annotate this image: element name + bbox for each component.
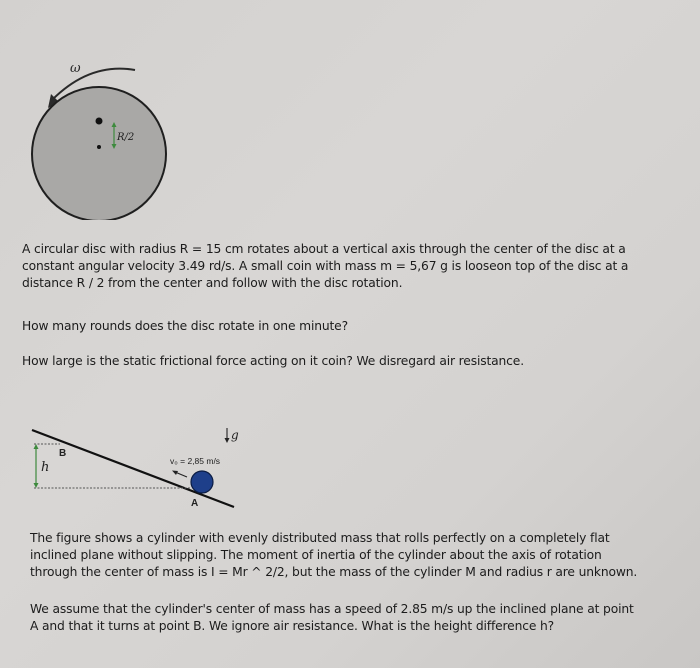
- question2-text: How large is the static frictional force acting on it coin? We disregard air resistance.: [22, 354, 524, 368]
- center-dot: [97, 145, 101, 149]
- problem1-line-2: constant angular velocity 3.49 rd/s. A small coin with mass m = 5,67 g is looseon top of the disc at a: [22, 259, 629, 273]
- problem2-q-line-2: A and that it turns at point B. We ignore air resistance. What is the height difference h?: [30, 619, 555, 633]
- v0-label: v₀ = 2,85 m/s: [170, 456, 221, 466]
- incline-figure: [20, 420, 260, 510]
- problem1-text: [22, 241, 628, 292]
- incline-plane: [32, 430, 234, 507]
- point-a-label: A: [191, 498, 199, 509]
- problem1-line-1: A circular disc with radius R = 15 cm rotates about a vertical axis through the center of the disc at a: [22, 242, 626, 256]
- problem2-line-3: through the center of mass is I = Mr ^ 2/2, but the mass of the cylinder M and radius r are unknown.: [30, 565, 638, 579]
- disc-figure: [20, 50, 180, 220]
- point-b-label: B: [59, 448, 67, 459]
- problem2-line-2: inclined plane without slipping. The moment of inertia of the cylinder about the axis of rotation: [30, 548, 602, 562]
- g-label: g: [231, 428, 239, 442]
- problem2-line-1: The figure shows a cylinder with evenly distributed mass that rolls perfectly on a completely flat: [30, 531, 610, 545]
- r-half-label: R/2: [117, 132, 135, 143]
- problem2-question: [30, 601, 634, 635]
- problem2-text: [30, 530, 637, 581]
- disc: [32, 87, 166, 220]
- problem2-q-line-1: We assume that the cylinder's center of mass has a speed of 2.85 m/s up the inclined plane at point: [30, 602, 634, 616]
- coin-dot: [96, 118, 103, 125]
- question1: [22, 318, 348, 335]
- question1-text: How many rounds does the disc rotate in one minute?: [22, 319, 348, 333]
- problem1-line-3: distance R / 2 from the center and follow with the disc rotation.: [22, 276, 403, 290]
- h-label: h: [41, 460, 50, 475]
- question2: [22, 353, 524, 370]
- cylinder: [191, 471, 213, 493]
- omega-label: ω: [70, 61, 81, 76]
